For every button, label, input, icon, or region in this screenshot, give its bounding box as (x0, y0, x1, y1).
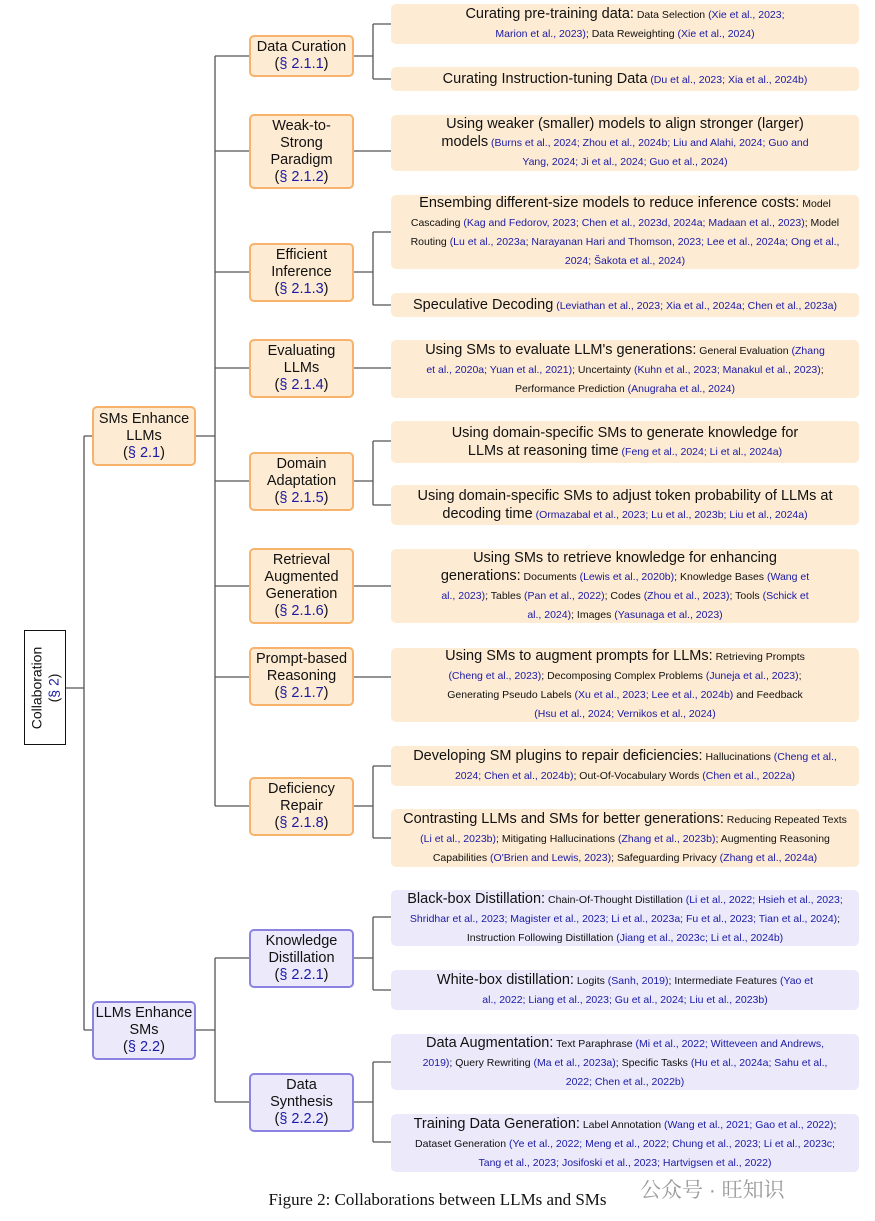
node-weak-to-strong: Weak-to-Strong Paradigm (§ 2.1.2) (249, 114, 354, 189)
leaf-token-probability (391, 485, 859, 525)
citation[interactable]: (Zhou et al., 2023) (643, 589, 730, 602)
leaf-text: Chain-Of-Thought Distillation (545, 893, 686, 906)
citation[interactable]: (Yao et al., 2022; Liang et al., 2023; Gu et al., 2024; Liu et al., 2023b) (482, 975, 814, 1006)
leaf-contrasting (391, 809, 859, 867)
citation[interactable]: (Zhang et al., 2024a) (719, 851, 818, 864)
leaf-text: ; Dataset Generation (415, 1118, 837, 1150)
leaf-instruction-data (391, 67, 859, 91)
leaf-text: ; Generating Pseudo Labels (447, 670, 802, 701)
leaf-domain-knowledge (391, 421, 859, 463)
node-label: Knowledge Distillation (265, 933, 338, 966)
node-section: § 2.1.1 (279, 56, 324, 72)
node-section: § 2.1.4 (279, 377, 324, 393)
leaf-sm-plugins (391, 746, 859, 786)
node-deficiency-repair: Deficiency Repair (§ 2.1.8) (249, 777, 354, 836)
leaf-evaluate-generations (391, 340, 859, 398)
leaf-text: and Feedback (733, 689, 803, 701)
node-label: Retrieval Augmented Generation (264, 552, 339, 602)
node-data-curation: Data Curation (§ 2.1.1) (249, 35, 354, 77)
leaf-text: ; Knowledge Bases (674, 570, 767, 583)
leaf-data-augmentation (391, 1034, 859, 1090)
leaf-text: ; Specific Tasks (615, 1056, 691, 1069)
leaf-heading: Ensembing different-size models to reduce inference costs: (419, 195, 800, 211)
leaf-text: Text Paraphrase (553, 1037, 636, 1050)
node-section: § 2.1.6 (279, 603, 324, 619)
node-knowledge-distillation: Knowledge Distillation (§ 2.2.1) (249, 929, 354, 988)
citation[interactable]: (Hsu et al., 2024; Vernikos et al., 2024) (534, 708, 716, 720)
leaf-text: General Evaluation (696, 344, 792, 357)
leaf-augment-prompts (391, 648, 859, 722)
leaf-text: ; Query Rewriting (449, 1056, 534, 1069)
node-section: § 2.1.5 (279, 490, 324, 506)
leaf-text: Hallucinations (702, 751, 774, 763)
citation[interactable]: (Ye et al., 2022; Meng et al., 2022; Chung et al., 2023; Li et al., 2023c; Tang et al., 2023; Josifoski et al., 2023; Hartvigsen et al., 2022) (478, 1137, 835, 1169)
citation[interactable]: (O'Brien and Lewis, 2023) (490, 851, 612, 864)
branch-section: § 2.2 (127, 1039, 161, 1055)
branch-label: SMs Enhance LLMs (98, 410, 190, 444)
leaf-heading: Training Data Generation: (413, 1115, 580, 1132)
leaf-text: ; Images (571, 608, 615, 621)
branch-section: § 2.1 (127, 444, 161, 461)
leaf-text: ; Tools (729, 589, 763, 602)
leaf-pretraining-data (391, 4, 859, 44)
leaf-text: ; Safeguarding Privacy (611, 851, 720, 864)
leaf-blackbox-distillation (391, 890, 859, 946)
citation[interactable]: (Hu et al., 2024a; Sahu et al., 2022; Chen et al., 2022b) (565, 1056, 828, 1088)
node-label: Data Curation (256, 39, 347, 55)
citation[interactable]: (Cheng et al., 2024; Chen et al., 2024b) (454, 751, 837, 782)
leaf-text: ; Performance Prediction (514, 363, 824, 395)
leaf-text: ; Tables (485, 589, 525, 602)
leaf-weak-to-strong (391, 115, 859, 171)
citation[interactable]: (Lewis et al., 2020b) (579, 570, 675, 583)
citation[interactable]: (Zhang et al., 2020a; Yuan et al., 2021) (426, 344, 825, 376)
leaf-text: ; Augmenting Reasoning Capabilities (432, 832, 830, 864)
citation[interactable]: (Kuhn et al., 2023; Manakul et al., 2023) (633, 363, 821, 376)
figure-caption: Figure 2: Collaborations between LLMs and SMs (268, 1190, 607, 1209)
leaf-text: ; Uncertainty (572, 363, 634, 376)
citation[interactable]: (Xu et al., 2023; Lee et al., 2024b) (574, 689, 734, 701)
citation[interactable]: (Xie et al., 2023; Marion et al., 2023) (495, 9, 785, 40)
citation[interactable]: (Sanh, 2019) (607, 975, 669, 987)
node-section: § 2.1.8 (279, 815, 324, 831)
node-label: Weak-to-Strong Paradigm (270, 117, 333, 168)
node-label: Domain Adaptation (266, 456, 337, 489)
node-label: Data Synthesis (270, 1077, 333, 1110)
citation[interactable]: (Lu et al., 2023a; Narayanan Hari and Thomson, 2023; Lee et al., 2024a; Ong et al., 2024; Šakota et al., 2024) (449, 236, 840, 267)
citation[interactable]: (Kag and Fedorov, 2023; Chen et al., 2023d, 2024a; Madaan et al., 2023) (463, 217, 805, 229)
node-label: Evaluating LLMs (267, 343, 336, 376)
leaf-heading: Curating pre-training data: (465, 6, 634, 22)
leaf-ensembling (391, 195, 859, 269)
leaf-heading: Using SMs to evaluate LLM's generations: (425, 341, 697, 358)
citation[interactable]: (Li et al., 2023b) (420, 832, 496, 845)
node-rag: Retrieval Augmented Generation (§ 2.1.6) (249, 548, 354, 624)
citation[interactable]: (Juneja et al., 2023) (705, 670, 799, 682)
leaf-heading: Using domain-specific SMs to adjust token probability of LLMs at decoding time (417, 487, 833, 522)
branch-llms-enhance-sms: LLMs Enhance SMs (§ 2.2) (92, 1001, 196, 1060)
citation[interactable]: (Anugraha et al., 2024) (627, 382, 736, 395)
leaf-text: ; Mitigating Hallucinations (496, 832, 618, 845)
leaf-text: ; Out-Of-Vocabulary Words (573, 770, 703, 782)
leaf-text: ; Model Routing (410, 217, 840, 248)
leaf-text: ; Data Reweighting (585, 28, 678, 40)
citation[interactable]: (Pan et al., 2022) (524, 589, 605, 602)
node-domain-adaptation: Domain Adaptation (§ 2.1.5) (249, 452, 354, 511)
node-efficient-inference: Efficient Inference (§ 2.1.3) (249, 243, 354, 302)
leaf-text: Retrieving Prompts (712, 651, 805, 663)
leaf-heading: Using domain-specific SMs to generate knowledge for LLMs at reasoning time (451, 424, 799, 459)
citation[interactable]: (Wang et al., 2023) (441, 570, 810, 602)
leaf-heading: Curating Instruction-tuning Data (442, 70, 648, 87)
leaf-text: Logits (573, 975, 608, 987)
branch-label: LLMs Enhance SMs (95, 1005, 193, 1038)
node-data-synthesis: Data Synthesis (§ 2.2.2) (249, 1073, 354, 1132)
node-section: § 2.2.2 (279, 1111, 324, 1127)
citation[interactable]: (Leviathan et al., 2023; Xia et al., 2024a; Chen et al., 2023a) (556, 299, 837, 312)
node-section: § 2.1.2 (279, 168, 324, 185)
root-label: Collaboration (28, 646, 44, 729)
leaf-text: Documents (520, 570, 580, 583)
citation[interactable]: (Zhang et al., 2023b) (617, 832, 716, 845)
leaf-heading: Black-box Distillation: (407, 890, 546, 907)
node-evaluating-llms: Evaluating LLMs (§ 2.1.4) (249, 339, 354, 398)
leaf-text: ; Intermediate Features (668, 975, 780, 987)
leaf-heading: Using SMs to retrieve knowledge for enhancing generations: (440, 549, 777, 584)
watermark: 公众号 · 旺知识 (640, 1179, 785, 1202)
node-section: § 2.1.3 (279, 281, 324, 297)
leaf-heading: Using weaker (smaller) models to align stronger (larger) models (441, 116, 804, 150)
leaf-retrieve-knowledge (391, 549, 859, 623)
leaf-heading: Using SMs to augment prompts for LLMs: (445, 648, 713, 664)
leaf-heading: White-box distillation: (436, 972, 574, 988)
citation[interactable]: (Wang et al., 2021; Gao et al., 2022) (664, 1118, 834, 1131)
node-prompt-reasoning: Prompt-based Reasoning (§ 2.1.7) (249, 647, 354, 706)
citation[interactable]: (Du et al., 2023; Xia et al., 2024b) (650, 73, 808, 86)
leaf-text: Reducing Repeated Texts (723, 813, 847, 826)
citation[interactable]: (Chen et al., 2022a) (702, 770, 796, 782)
node-label: Prompt-based Reasoning (255, 651, 348, 684)
leaf-whitebox-distillation (391, 970, 859, 1010)
leaf-text: ; Instruction Following Distillation (466, 912, 841, 944)
leaf-text: Data Selection (633, 9, 709, 21)
leaf-text: Model Cascading (410, 198, 831, 229)
citation[interactable]: (Ma et al., 2023a) (533, 1056, 616, 1069)
citation[interactable]: (Xie et al., 2024) (677, 28, 755, 40)
node-label: Efficient Inference (271, 247, 332, 280)
root-node: Collaboration (§ 2) (24, 630, 66, 745)
citation[interactable]: (Yasunaga et al., 2023) (614, 608, 723, 621)
node-section: § 2.2.1 (279, 967, 324, 983)
leaf-speculative-decoding (391, 293, 859, 317)
leaf-text: ; Codes (604, 589, 644, 602)
leaf-text: ; Decomposing Complex Problems (541, 670, 706, 682)
citation[interactable]: (Burns et al., 2024; Zhou et al., 2024b; Liu and Alahi, 2024; Guo and Yang, 2024; Ji et al., 2024; Guo et al., 2024) (491, 137, 809, 168)
citation[interactable]: (Li et al., 2022; Hsieh et al., 2023; Shridhar et al., 2023; Magister et al., 2023; Li et al., 2023a; Fu et al., 2023; Tian et al., 2024) (409, 893, 843, 925)
citation[interactable]: (Schick et al., 2024) (527, 589, 809, 621)
leaf-heading: Developing SM plugins to repair deficiencies: (413, 748, 703, 764)
citation[interactable]: (Jiang et al., 2023c; Li et al., 2024b) (616, 931, 784, 944)
node-label: Deficiency Repair (268, 781, 335, 814)
citation[interactable]: (Ormazabal et al., 2023; Lu et al., 2023b; Liu et al., 2024a) (535, 508, 808, 521)
citation[interactable]: (Feng et al., 2024; Li et al., 2024a) (621, 445, 783, 458)
leaf-training-data-generation (391, 1114, 859, 1172)
root-section: § 2 (45, 677, 61, 698)
leaf-heading: Speculative Decoding (413, 296, 554, 313)
leaf-heading: Contrasting LLMs and SMs for better generations: (403, 810, 724, 827)
branch-sms-enhance-llms: SMs Enhance LLMs (§ 2.1) (92, 406, 196, 466)
citation[interactable]: (Mi et al., 2022; Witteveen and Andrews, 2019) (422, 1037, 824, 1069)
leaf-heading: Data Augmentation: (426, 1034, 554, 1051)
node-section: § 2.1.7 (279, 685, 324, 701)
citation[interactable]: (Cheng et al., 2023) (448, 670, 542, 682)
leaf-text: Label Annotation (579, 1118, 664, 1131)
